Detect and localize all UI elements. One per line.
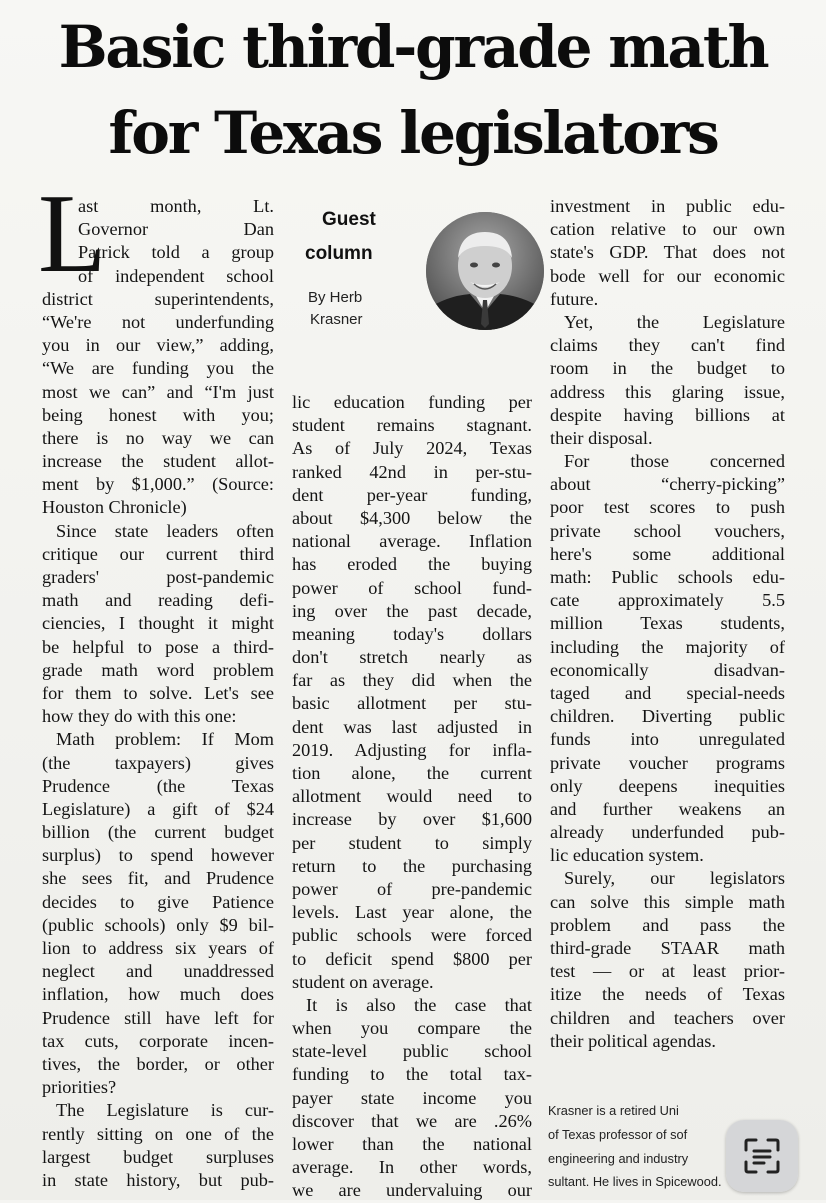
article-line: there is no way we can	[42, 427, 274, 448]
article-line: far as they did when the	[292, 670, 532, 691]
article-line: state-level public school	[292, 1041, 532, 1062]
article-line: Patrick told a group	[78, 242, 274, 263]
article-line: third-grade STAAR math	[550, 938, 785, 958]
article-line: future.	[550, 288, 599, 309]
article-line: only deepens inequities	[550, 775, 785, 796]
article-line: taged and special-needs	[550, 682, 785, 703]
article-line: despite having billions at	[550, 404, 785, 425]
article-line: cation relative to our own	[550, 219, 785, 240]
article-line: lower than the national	[292, 1134, 532, 1154]
article-line: we are undervaluing our	[292, 1180, 532, 1201]
article-line: As of July 2024, Texas	[292, 438, 532, 459]
article-column-3	[550, 195, 785, 1053]
article-line: poor test scores to push	[550, 497, 785, 518]
article-line: state's GDP. That does not	[550, 242, 785, 263]
article-line: district superintendents,	[42, 288, 274, 309]
article-line: Math problem: If Mom	[56, 729, 274, 750]
article-line: lic education system.	[550, 845, 704, 866]
article-line: has eroded the buying	[292, 554, 532, 575]
article-line: ment by $1,000.” (Source:	[42, 474, 274, 495]
article-line: their disposal.	[550, 427, 653, 448]
article-line: levels. Last year alone, the	[292, 902, 532, 923]
article-line: graders' post-pandemic	[42, 567, 274, 587]
article-line: already underfunded pub-	[550, 822, 785, 843]
article-line: children. Diverting public	[550, 706, 785, 727]
article-line: Governor Dan	[78, 219, 274, 240]
article-line: increase the student allot-	[42, 451, 274, 472]
scan-text-icon	[726, 1120, 798, 1192]
article-line: grade math word problem	[42, 659, 274, 680]
tagline-line: Krasner is a retired Uni	[548, 1103, 679, 1118]
article-line: tives, the border, or other	[42, 1053, 274, 1074]
article-line: 2019. Adjusting for infla-	[292, 739, 532, 760]
article-line: student remains stagnant.	[292, 415, 532, 436]
article-line: “We are funding you the	[42, 358, 274, 379]
article-line: increase by over $1,600	[292, 809, 532, 830]
article-column-2	[292, 391, 532, 1203]
article-line: (public schools) only $9 bil-	[42, 914, 274, 935]
article-line: It is also the case that	[306, 994, 532, 1015]
article-line: meaning today's dollars	[292, 623, 532, 644]
article-line: to deficit spend $800 per	[292, 948, 532, 969]
article-line: tion alone, the current	[292, 763, 532, 783]
article-line: address this glaring issue,	[550, 381, 785, 402]
article-line: problem and pass the	[550, 914, 785, 935]
article-line: ast month, Lt.	[78, 196, 274, 216]
article-line: Since state leaders often	[56, 520, 274, 541]
drop-cap: L	[38, 172, 107, 296]
article-line: don't stretch nearly as	[292, 647, 532, 668]
article-line: dent per-year funding,	[292, 484, 532, 505]
headline-line-1: Basic third-grade math	[58, 13, 768, 81]
guest-column-label-2: column	[305, 243, 373, 264]
article-line: power of pre-pandemic	[292, 878, 532, 899]
author-photo	[426, 212, 544, 330]
article-line: billion (the current budget	[42, 822, 274, 843]
article-line: power of school fund-	[292, 577, 532, 598]
article-line: math and reading defi-	[42, 590, 274, 611]
article-line: most we can” and “I'm just	[42, 381, 274, 402]
article-line: Legislature) a gift of $24	[42, 798, 274, 819]
article-line: allotment would need to	[292, 786, 532, 807]
article-line: payer state income you	[292, 1087, 532, 1108]
google-lens-button[interactable]	[726, 1120, 798, 1192]
article-line: rently sitting on one of the	[42, 1123, 274, 1144]
article-line: public schools were forced	[292, 925, 532, 946]
tagline-line: sultant. He lives in Spicewood.	[548, 1174, 722, 1189]
article-line: average. In other words,	[292, 1157, 532, 1178]
article-line: ing over the past decade,	[292, 600, 532, 621]
article-line: in state history, but pub-	[42, 1169, 274, 1190]
guest-column-label-1: Guest	[322, 209, 376, 230]
byline-line-2: Krasner	[310, 311, 363, 328]
article-line: including the majority of	[550, 636, 785, 657]
tagline-line: engineering and industry	[548, 1151, 689, 1166]
article-line: can solve this simple math	[550, 891, 785, 912]
article-line: priorities?	[42, 1077, 117, 1098]
article-line: funding to the total tax-	[292, 1064, 532, 1085]
article-line: Prudence (the Texas	[42, 775, 274, 796]
article-line: private school vouchers,	[550, 520, 785, 541]
article-line: million Texas students,	[550, 613, 785, 634]
article-line: lion to address six years of	[42, 938, 274, 958]
article-line: funds into unregulated	[550, 729, 785, 750]
article-line: return to the purchasing	[292, 855, 532, 876]
article-line: tax cuts, corporate incen-	[42, 1030, 274, 1051]
article-line: basic allotment per stu-	[292, 693, 532, 714]
article-line: test — or at least prior-	[550, 961, 785, 982]
article-column-1	[42, 195, 274, 1192]
article-line: about $4,300 below the	[292, 507, 532, 528]
article-line: lic education funding per	[292, 392, 532, 412]
article-line: ciencies, I thought it might	[42, 613, 274, 634]
article-line: Surely, our legislators	[564, 868, 785, 889]
article-line: economically disadvan-	[550, 659, 785, 680]
article-line: here's some additional	[550, 543, 785, 564]
article-line: how they do with this one:	[42, 706, 237, 727]
article-line: bode well for our economic	[550, 265, 785, 286]
article-line: cate approximately 5.5	[550, 590, 785, 611]
article-line: she sees fit, and Prudence	[42, 868, 274, 889]
article-line: room in the budget to	[550, 358, 785, 379]
article-line: Yet, the Legislature	[564, 311, 785, 332]
article-line: “We're not underfunding	[42, 311, 274, 332]
article-line: children and teachers over	[550, 1007, 785, 1028]
article-line: student on average.	[292, 971, 434, 992]
article-line: dent was last adjusted in	[292, 716, 532, 737]
article-line: Prudence still have left for	[42, 1007, 274, 1028]
article-line: inflation, how much does	[42, 984, 274, 1005]
article-line: of independent school	[78, 265, 274, 286]
article-line: for them to solve. Let's see	[42, 682, 274, 703]
article-line: per student to simply	[292, 832, 532, 853]
article-line: being honest with you;	[42, 404, 274, 425]
article-line: itize the needs of Texas	[550, 984, 785, 1005]
article-line: when you compare the	[292, 1018, 532, 1039]
article-line: their political agendas.	[550, 1030, 716, 1051]
article-line: and further weakens an	[550, 798, 785, 819]
article-line: neglect and unaddressed	[42, 961, 274, 982]
article-line: investment in public edu-	[550, 196, 785, 216]
article-line: largest budget surpluses	[42, 1146, 274, 1167]
article-line: (the taxpayers) gives	[42, 752, 274, 773]
article-line: The Legislature is cur-	[56, 1100, 274, 1121]
article-line: about “cherry-picking”	[550, 474, 785, 495]
article-line: Houston Chronicle)	[42, 497, 187, 518]
article-line: national average. Inflation	[292, 531, 532, 552]
article-line: you in our view,” adding,	[42, 335, 274, 356]
headline-line-2: for Texas legislators	[108, 99, 718, 167]
article-line: For those concerned	[564, 451, 785, 472]
article-line: decides to give Patience	[42, 891, 274, 912]
article-line: surplus) to spend however	[42, 845, 274, 866]
article-line: critique our current third	[42, 543, 274, 564]
tagline-line: of Texas professor of sof	[548, 1127, 688, 1142]
byline-line-1: By Herb	[308, 289, 363, 306]
article-line: ranked 42nd in per-stu-	[292, 461, 532, 482]
article-line: math: Public schools edu-	[550, 567, 785, 587]
article-line: discover that we are .26%	[292, 1110, 532, 1131]
article-line: claims they can't find	[550, 335, 785, 356]
article-line: private voucher programs	[550, 752, 785, 773]
article-line: be helpful to pose a third-	[42, 636, 274, 657]
